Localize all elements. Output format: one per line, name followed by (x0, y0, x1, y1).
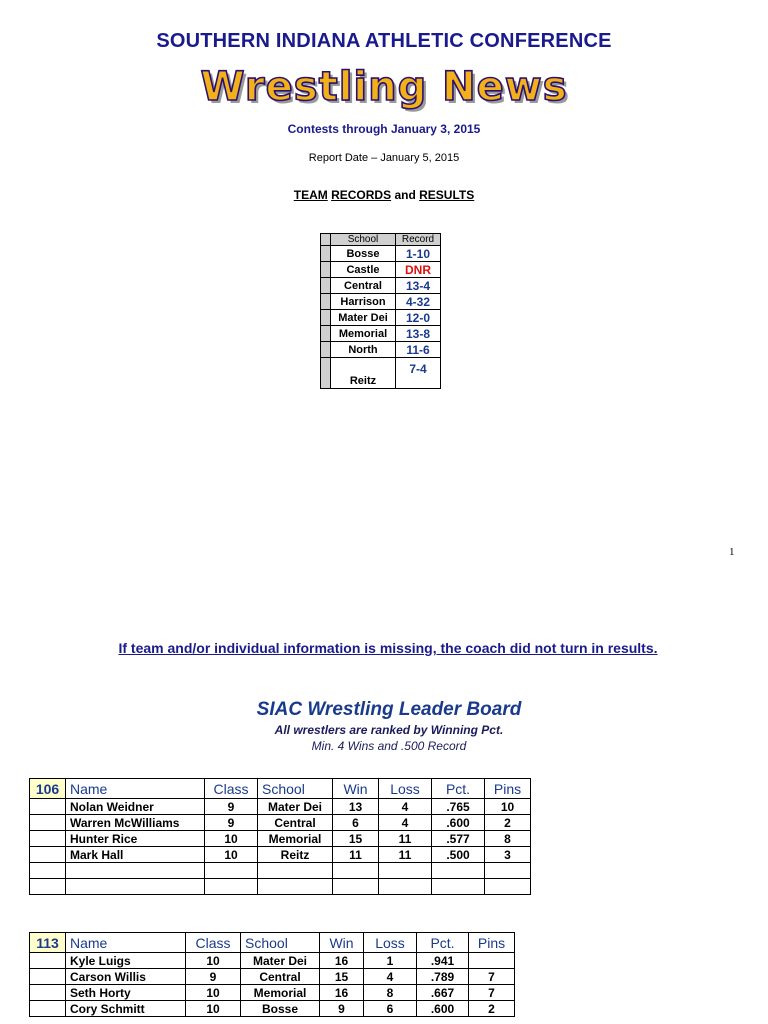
heading-word: RECORDS (331, 188, 392, 202)
school-cell: Bosse (331, 246, 396, 262)
team-records-table (320, 233, 441, 389)
wrestler-name: Warren McWilliams (66, 815, 205, 831)
wrestling-news-banner (0, 64, 768, 110)
heading-word: TEAM (293, 188, 328, 202)
wrestler-name: Kyle Luigs (66, 953, 186, 969)
record-cell: 13-4 (396, 278, 441, 294)
stub-cell (321, 310, 331, 326)
col-name-header: Name (66, 779, 205, 799)
conference-title: SOUTHERN INDIANA ATHLETIC CONFERENCE (156, 30, 612, 52)
heading-word: and (394, 188, 416, 202)
pct-cell: .600 (432, 815, 485, 831)
col-win-header: Win (320, 933, 364, 953)
record-cell: 1-10 (396, 246, 441, 262)
pins-cell: 8 (485, 831, 531, 847)
blank-cell (66, 863, 205, 879)
school-cell: Reitz (331, 358, 396, 389)
stub-cell (321, 246, 331, 262)
table-header-row (321, 234, 441, 246)
win-cell: 16 (320, 953, 364, 969)
table-row (321, 294, 441, 310)
leader-board-title: SIAC Wrestling Leader Board (256, 699, 522, 720)
table-row (321, 278, 441, 294)
blank-cell (379, 879, 432, 895)
blank-cell (30, 863, 66, 879)
table-row (30, 799, 531, 815)
table-row (321, 310, 441, 326)
stub-cell (321, 234, 331, 246)
missing-info-notice: If team and/or individual information is missing, the coach did not turn in results. (118, 640, 658, 656)
pins-cell: 2 (469, 1001, 515, 1017)
blank-cell (30, 799, 66, 815)
table-row (30, 815, 531, 831)
table-row (30, 969, 515, 985)
blank-cell (30, 815, 66, 831)
blank-cell (30, 831, 66, 847)
class-cell: 10 (205, 847, 258, 863)
wrestler-name: Nolan Weidner (66, 799, 205, 815)
record-cell: DNR (396, 262, 441, 278)
col-record-header: Record (396, 234, 441, 246)
weight-113-table (29, 932, 515, 1017)
pins-cell (469, 953, 515, 969)
pct-cell: .765 (432, 799, 485, 815)
school-cell: North (331, 342, 396, 358)
class-cell: 10 (186, 1001, 241, 1017)
page-number: 1 (729, 546, 735, 558)
wrestler-name: Cory Schmitt (66, 1001, 186, 1017)
loss-cell: 11 (379, 847, 432, 863)
class-cell: 10 (186, 985, 241, 1001)
class-cell: 9 (205, 815, 258, 831)
weight-class-label: 113 (30, 933, 66, 953)
school-cell: Central (258, 815, 333, 831)
table-row (30, 847, 531, 863)
win-cell: 15 (333, 831, 379, 847)
weight-class-label: 106 (30, 779, 66, 799)
heading-word: RESULTS (419, 188, 475, 202)
pct-cell: .500 (432, 847, 485, 863)
weight-106-table (29, 778, 531, 895)
blank-cell (205, 879, 258, 895)
pct-cell: .789 (417, 969, 469, 985)
pins-cell: 10 (485, 799, 531, 815)
blank-cell (485, 879, 531, 895)
col-pct-header: Pct. (417, 933, 469, 953)
table-header-row (30, 933, 515, 953)
school-cell: Memorial (241, 985, 320, 1001)
school-cell: Memorial (258, 831, 333, 847)
school-cell: Mater Dei (331, 310, 396, 326)
blank-cell (30, 1001, 66, 1017)
table-row (321, 358, 441, 389)
wrestler-name: Mark Hall (66, 847, 205, 863)
loss-cell: 6 (364, 1001, 417, 1017)
school-cell: Castle (331, 262, 396, 278)
wrestler-name: Seth Horty (66, 985, 186, 1001)
table-row (321, 326, 441, 342)
blank-cell (333, 863, 379, 879)
school-cell: Memorial (331, 326, 396, 342)
blank-cell (30, 847, 66, 863)
blank-cell (432, 863, 485, 879)
blank-cell (66, 879, 205, 895)
win-cell: 6 (333, 815, 379, 831)
leader-board-criteria: Min. 4 Wins and .500 Record (311, 739, 467, 753)
blank-cell (432, 879, 485, 895)
table-row (30, 831, 531, 847)
blank-cell (30, 985, 66, 1001)
table-row (30, 953, 515, 969)
blank-cell (30, 953, 66, 969)
blank-cell (30, 879, 66, 895)
blank-cell (30, 969, 66, 985)
col-class-header: Class (186, 933, 241, 953)
loss-cell: 1 (364, 953, 417, 969)
pins-cell: 7 (469, 985, 515, 1001)
pct-cell: .577 (432, 831, 485, 847)
blank-cell (258, 879, 333, 895)
blank-cell (333, 879, 379, 895)
loss-cell: 4 (379, 799, 432, 815)
win-cell: 15 (320, 969, 364, 985)
class-cell: 9 (205, 799, 258, 815)
pins-cell: 7 (469, 969, 515, 985)
blank-cell (205, 863, 258, 879)
loss-cell: 4 (379, 815, 432, 831)
table-row (321, 342, 441, 358)
school-cell: Bosse (241, 1001, 320, 1017)
school-cell: Central (331, 278, 396, 294)
banner-text: Wrestling News (200, 64, 568, 110)
loss-cell: 8 (364, 985, 417, 1001)
leader-board-subtitle: All wrestlers are ranked by Winning Pct. (274, 723, 504, 737)
col-name-header: Name (66, 933, 186, 953)
team-records-heading (0, 188, 768, 202)
record-cell: 12-0 (396, 310, 441, 326)
class-cell: 10 (205, 831, 258, 847)
col-class-header: Class (205, 779, 258, 799)
record-cell: 13-8 (396, 326, 441, 342)
win-cell: 16 (320, 985, 364, 1001)
col-school-header: School (331, 234, 396, 246)
pins-cell: 3 (485, 847, 531, 863)
school-cell: Harrison (331, 294, 396, 310)
stub-cell (321, 262, 331, 278)
empty-row (30, 863, 531, 879)
record-cell: 11-6 (396, 342, 441, 358)
pct-cell: .941 (417, 953, 469, 969)
school-cell: Mater Dei (241, 953, 320, 969)
col-win-header: Win (333, 779, 379, 799)
table-row (321, 262, 441, 278)
pins-cell: 2 (485, 815, 531, 831)
table-row (30, 1001, 515, 1017)
stub-cell (321, 278, 331, 294)
school-cell: Reitz (258, 847, 333, 863)
win-cell: 9 (320, 1001, 364, 1017)
col-school-header: School (241, 933, 320, 953)
wrestler-name: Hunter Rice (66, 831, 205, 847)
col-pins-header: Pins (485, 779, 531, 799)
pct-cell: .667 (417, 985, 469, 1001)
school-cell: Mater Dei (258, 799, 333, 815)
win-cell: 13 (333, 799, 379, 815)
record-cell: 4-32 (396, 294, 441, 310)
loss-cell: 4 (364, 969, 417, 985)
blank-cell (258, 863, 333, 879)
stub-cell (321, 326, 331, 342)
pct-cell: .600 (417, 1001, 469, 1017)
wrestler-name: Carson Willis (66, 969, 186, 985)
blank-cell (485, 863, 531, 879)
table-header-row (30, 779, 531, 799)
class-cell: 10 (186, 953, 241, 969)
report-date: Report Date – January 5, 2015 (308, 152, 460, 164)
stub-cell (321, 294, 331, 310)
contests-through: Contests through January 3, 2015 (287, 122, 481, 136)
record-cell: 7-4 (396, 358, 441, 389)
class-cell: 9 (186, 969, 241, 985)
col-pct-header: Pct. (432, 779, 485, 799)
table-row (321, 246, 441, 262)
col-loss-header: Loss (379, 779, 432, 799)
table-row (30, 985, 515, 1001)
school-cell: Central (241, 969, 320, 985)
stub-cell (321, 342, 331, 358)
col-school-header: School (258, 779, 333, 799)
col-loss-header: Loss (364, 933, 417, 953)
loss-cell: 11 (379, 831, 432, 847)
col-pins-header: Pins (469, 933, 515, 953)
empty-row (30, 879, 531, 895)
win-cell: 11 (333, 847, 379, 863)
blank-cell (379, 863, 432, 879)
stub-cell (321, 358, 331, 389)
